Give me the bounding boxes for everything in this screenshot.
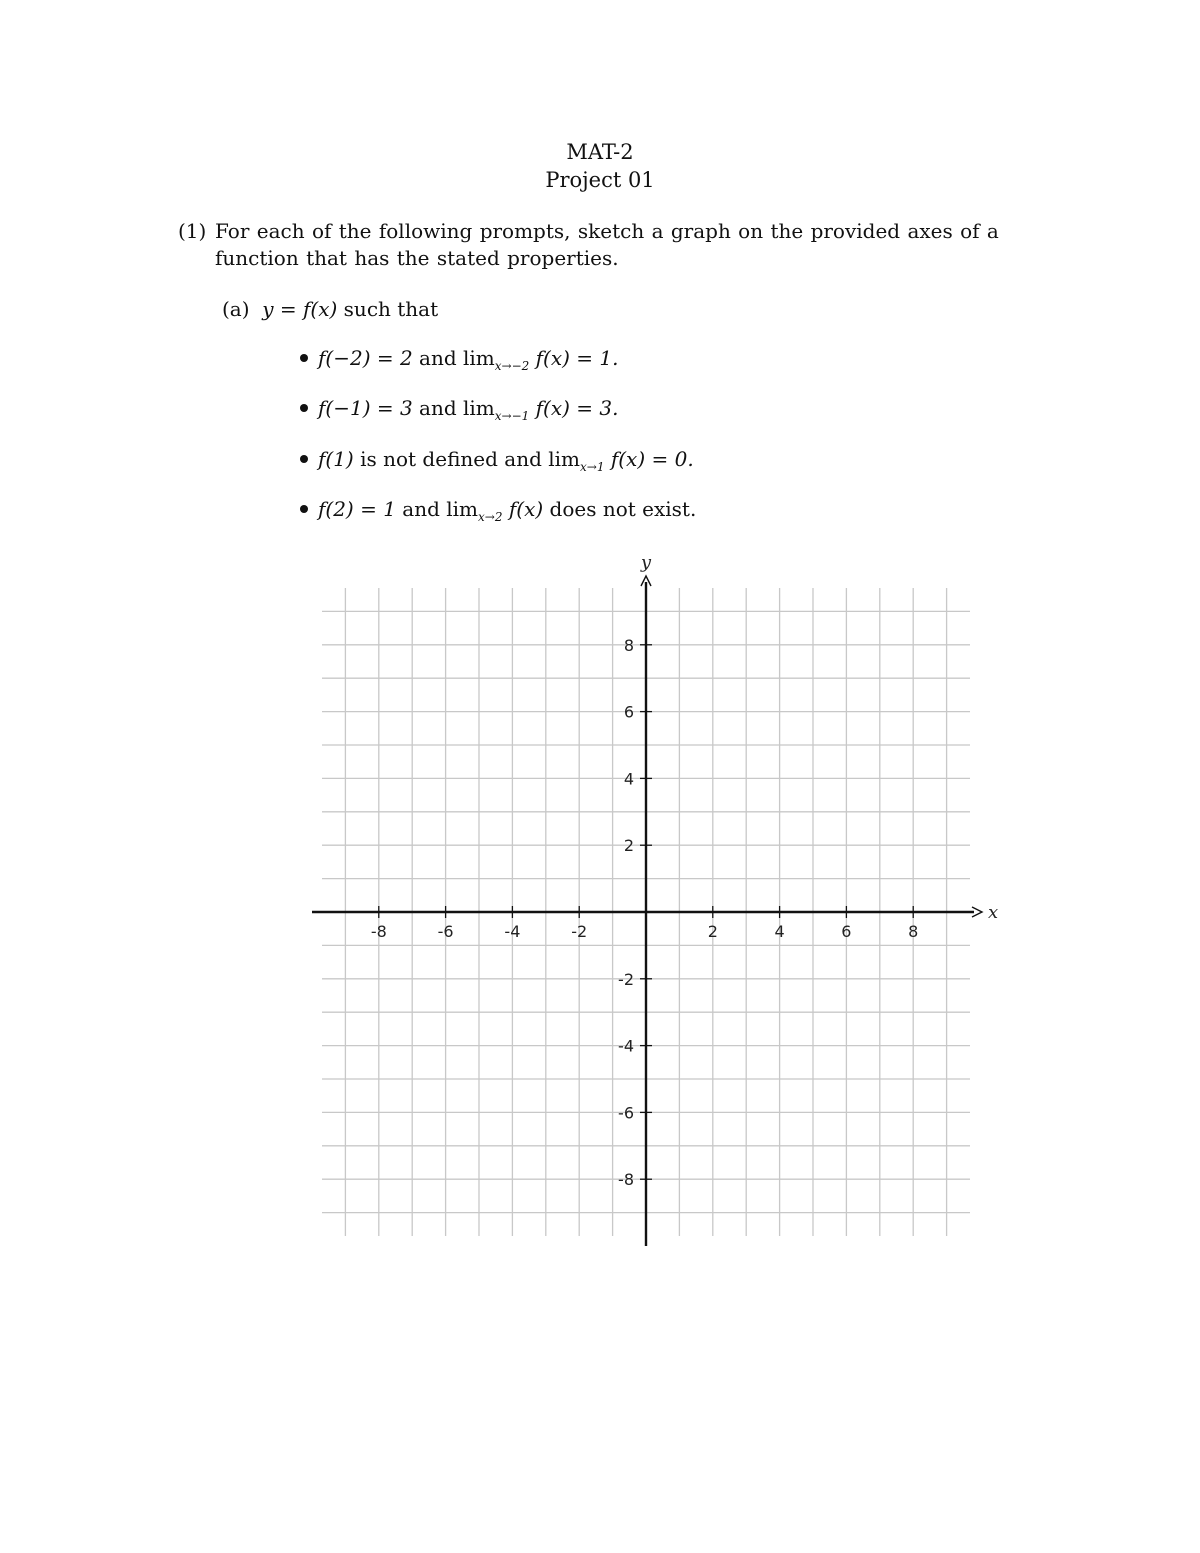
limit-sub: x→−1	[494, 409, 530, 423]
bullet-word: and	[419, 346, 457, 370]
y-axis-label: y	[640, 552, 652, 573]
question-number: (1)	[178, 219, 207, 243]
bullet-math: f(x) = 0.	[610, 447, 694, 471]
y-tick-label: -2	[618, 969, 634, 989]
x-tick-label: -4	[504, 922, 521, 941]
bullet-math: f(−2) = 2	[318, 346, 413, 370]
bullet-tail: does not exist.	[549, 497, 697, 521]
x-tick-label: 4	[774, 922, 785, 941]
limit-sub: x→2	[478, 510, 503, 524]
y-tick-label: -6	[618, 1103, 634, 1123]
bullet-math: f(x)	[508, 497, 544, 521]
bullet-word: and	[419, 396, 457, 420]
x-tick-label: -8	[370, 922, 387, 941]
bullet-math: f(−1) = 3	[318, 396, 413, 420]
bullet-math: f(x) = 3.	[535, 396, 619, 420]
part-a-label: (a)	[222, 297, 250, 321]
limit-op: lim	[548, 447, 581, 471]
part-a-function: y = f(x)	[262, 297, 338, 321]
bullet-word: is not defined and	[360, 447, 542, 471]
limit-op: lim	[446, 497, 479, 521]
x-tick-label: 8	[908, 922, 919, 941]
x-tick-label: -2	[571, 922, 588, 941]
y-tick-label: 8	[623, 635, 634, 655]
x-tick-label: 2	[707, 922, 718, 941]
y-tick-label: 2	[623, 836, 634, 856]
limit-op: lim	[463, 396, 495, 420]
y-tick-label: -4	[618, 1036, 634, 1056]
x-tick-label: -6	[437, 922, 454, 941]
limit-op: lim	[463, 346, 495, 370]
limit-sub: x→−2	[494, 359, 530, 373]
bullet-math: f(1)	[318, 447, 354, 471]
y-tick-label: -8	[618, 1170, 634, 1190]
bullet-math: f(2) = 1	[318, 497, 396, 521]
question-text: For each of the following prompts, sketch a graph on the provided axes of a function that has the stated properties.	[215, 219, 999, 270]
x-axis-label: x	[988, 902, 999, 923]
y-tick-label: 4	[623, 769, 634, 789]
x-tick-label: 6	[841, 922, 852, 941]
project-title: Project 01	[545, 168, 655, 192]
bullet-math: f(x) = 1.	[535, 346, 619, 370]
course-title: MAT-2	[566, 140, 634, 164]
y-tick-label: 6	[623, 702, 634, 722]
part-a-lead: such that	[343, 297, 439, 321]
limit-sub: x→1	[580, 460, 605, 474]
bullet-word: and	[402, 497, 440, 521]
